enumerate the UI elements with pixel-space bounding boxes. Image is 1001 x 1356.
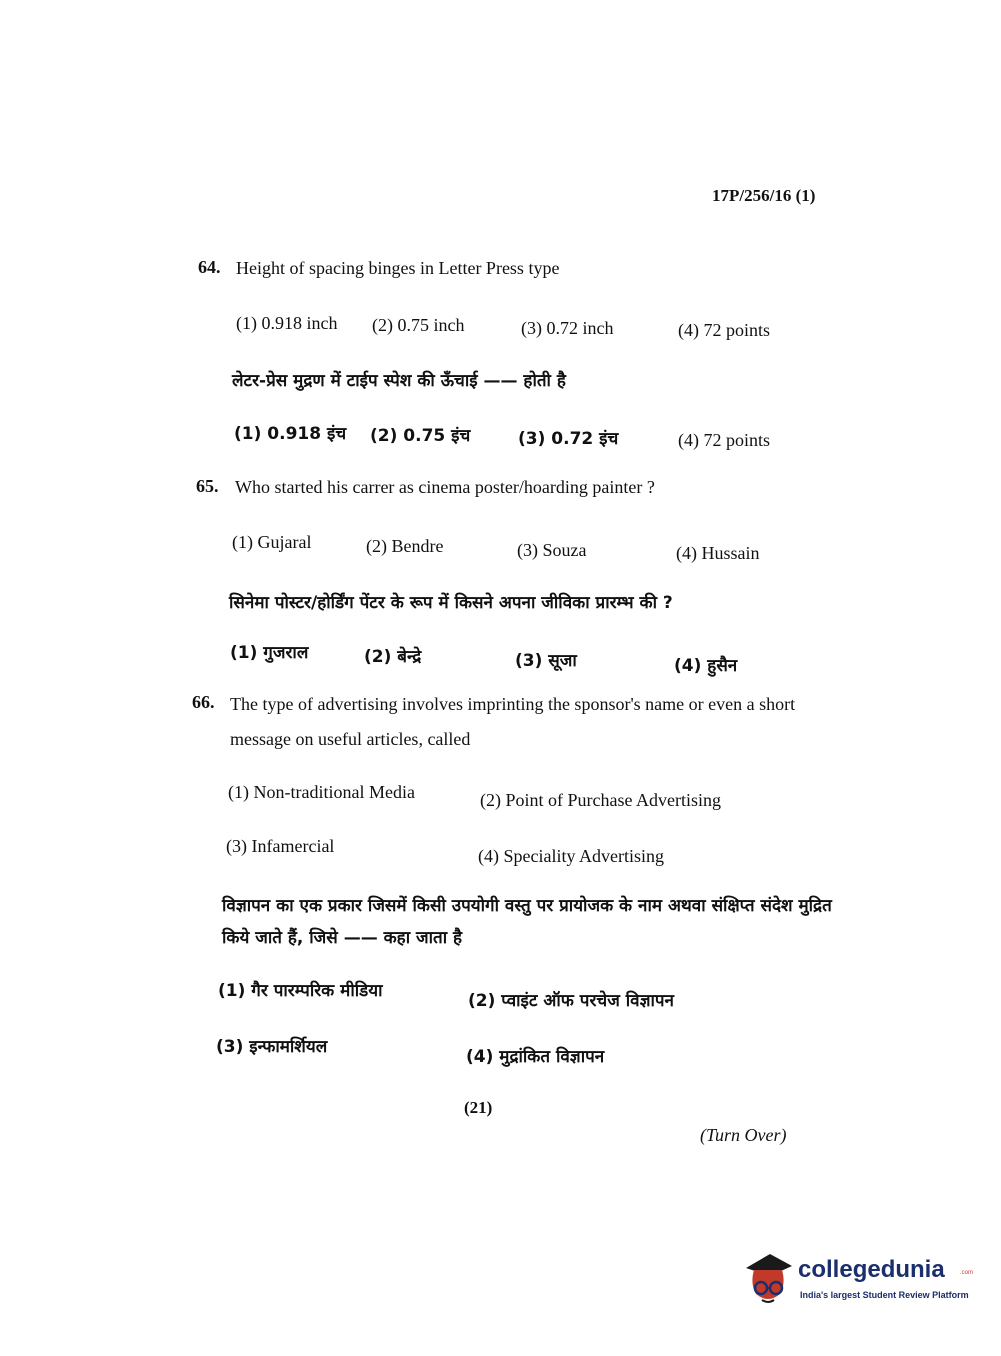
logo-tagline: India's largest Student Review Platform (800, 1290, 969, 1300)
logo-name: collegedunia (798, 1256, 945, 1283)
option-hi: (3) 0.72 इंच (518, 429, 619, 449)
question-text-hi-line1: विज्ञापन का एक प्रकार जिसमें किसी उपयोगी वस्तु पर प्रायोजक के नाम अथवा संक्षिप्त संदेश मुद्रित (222, 896, 832, 916)
question-number: 65. (196, 476, 219, 496)
question-text-hi: लेटर-प्रेस मुद्रण में टाईप स्पेश की ऊँचाई —— होती है (232, 371, 566, 391)
option-en: (1) 0.918 inch (236, 313, 338, 333)
question-text-en-line2: message on useful articles, called (230, 729, 471, 749)
option-hi: (4) हुसैन (674, 656, 738, 676)
question-text-en: Who started his carrer as cinema poster/hoarding painter ? (235, 477, 655, 497)
question-text-hi: सिनेमा पोस्टर/होर्डिंग पेंटर के रूप में किसने अपना जीविका प्रारम्भ की ? (229, 593, 673, 613)
option-en: (3) Souza (517, 540, 587, 560)
option-en: (2) Point of Purchase Advertising (480, 790, 721, 810)
option-hi: (1) गुजराल (230, 643, 309, 663)
collegedunia-mascot-icon (740, 1250, 796, 1308)
logo-mark: .com (960, 1270, 974, 1276)
option-en: (4) Speciality Advertising (478, 846, 664, 866)
collegedunia-logo (740, 1250, 974, 1310)
option-hi: (4) 72 points (678, 430, 770, 450)
option-hi: (1) 0.918 इंच (234, 424, 347, 444)
option-en: (3) 0.72 inch (521, 318, 614, 338)
option-en: (2) Bendre (366, 536, 444, 556)
question-text-hi-line2: किये जाते हैं, जिसे —— कहा जाता है (222, 928, 463, 948)
question-number: 64. (198, 257, 221, 277)
option-en: (2) 0.75 inch (372, 315, 465, 335)
option-hi: (2) बेन्द्रे (364, 647, 422, 667)
option-en: (3) Infamercial (226, 836, 335, 856)
option-en: (1) Gujaral (232, 532, 312, 552)
option-en: (4) Hussain (676, 543, 760, 563)
option-hi: (4) मुद्रांकित विज्ञापन (466, 1047, 605, 1067)
option-en: (1) Non-traditional Media (228, 782, 415, 802)
option-hi: (3) इन्फामर्शियल (216, 1037, 328, 1057)
option-en: (4) 72 points (678, 320, 770, 340)
question-text-en: Height of spacing binges in Letter Press type (236, 258, 560, 278)
paper-code: 17P/256/16 (1) (712, 186, 816, 205)
question-text-en-line1: The type of advertising involves imprinting the sponsor's name or even a short (230, 694, 796, 714)
option-hi: (2) प्वाइंट ऑफ परचेज विज्ञापन (468, 991, 674, 1011)
turn-over-note: (Turn Over) (700, 1125, 787, 1145)
question-number: 66. (192, 692, 215, 712)
option-hi: (3) सूजा (515, 651, 577, 671)
option-hi: (1) गैर पारम्परिक मीडिया (218, 981, 383, 1001)
page-number: (21) (464, 1098, 493, 1117)
option-hi: (2) 0.75 इंच (370, 426, 471, 446)
